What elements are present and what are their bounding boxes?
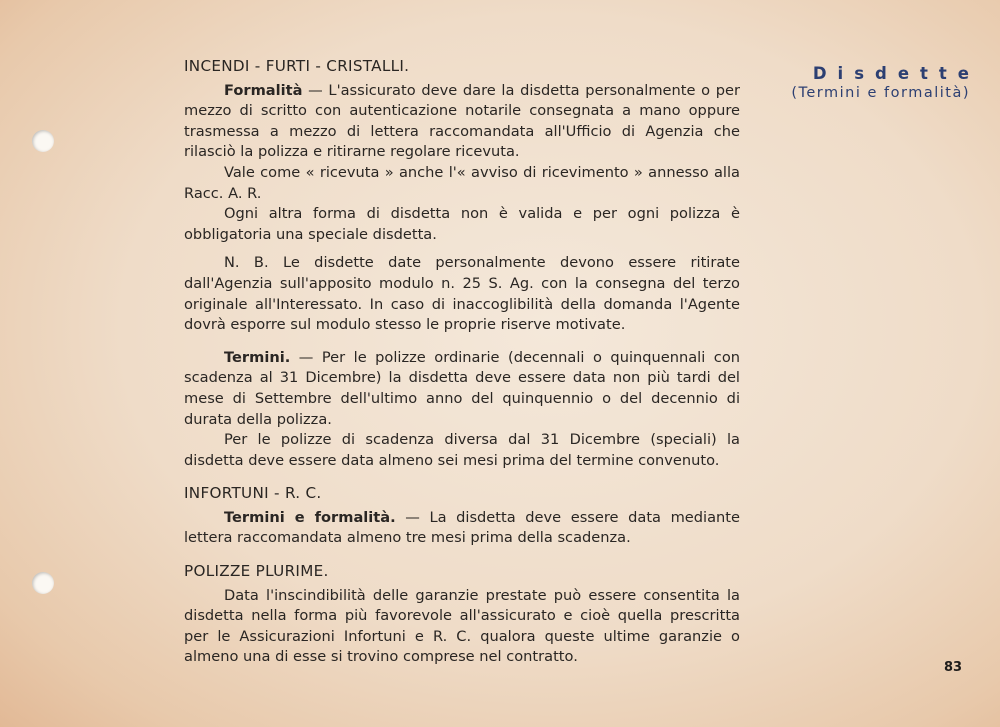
section-heading-polizze: POLIZZE PLURIME.: [184, 562, 329, 581]
paragraph-altra-forma: Ogni altra forma di disdetta non è valida e per ogni polizza è obbligatoria una speciale disdetta.: [184, 205, 740, 243]
section-heading-infortuni: INFORTUNI - R. C.: [184, 484, 322, 503]
term-formalita: Formalità: [224, 81, 303, 99]
margin-note-title: Disdette: [812, 64, 980, 83]
binder-hole-bottom: [32, 572, 54, 594]
paragraph-nb: N. B. Le disdette date personalmente devono essere ritirate dall'Agenzia sull'apposito modulo n. 25 S. Ag. con la consegna del terzo originale all'Interessato. In caso di inaccoglibilità della domanda l'Agente dovrà esporre sul modulo stesso le proprie riserve motivate.: [184, 254, 740, 334]
term-termini: Termini.: [224, 348, 291, 366]
margin-note: [760, 64, 980, 101]
infortuni-text: — La disdetta deve essere data mediante lettera raccomandata almeno tre mesi prima della scadenza.: [184, 508, 740, 547]
formalita-text: — L'assicurato deve dare la disdetta personalmente o per mezzo di scritto con autenticazione notarile consegnata a mano oppure trasmessa a mezzo di lettera raccomandata all'Ufficio di Agenzia che rilasciò la polizza e ritirarne regolare ricevuta.: [184, 81, 740, 161]
paragraph-termini: [184, 348, 740, 430]
paragraph-speciali: Per le polizze di scadenza diversa dal 31 Dicembre (speciali) la disdetta deve essere data almeno sei mesi prima del termine convenuto.: [184, 431, 740, 469]
page-body: [184, 56, 740, 668]
paragraph-formalita: [184, 81, 740, 163]
margin-note-subtitle: (Termini e formalità): [791, 85, 970, 101]
paragraph-infortuni: [184, 508, 740, 549]
binder-hole-top: [32, 130, 54, 152]
paragraph-ricevuta: Vale come « ricevuta » anche l'« avviso di ricevimento » annesso alla Racc. A. R.: [184, 163, 740, 202]
section-heading-incendi: INCENDI - FURTI - CRISTALLI.: [184, 57, 410, 75]
page-number: 83: [944, 660, 963, 675]
termini-text: — Per le polizze ordinarie (decennali o quinquennali con scadenza al 31 Dicembre) la disdetta deve essere data non più tardi del mese di Settembre dell'ultimo anno del quinquennio o del decennio di durata della polizza.: [184, 348, 740, 428]
paragraph-polizze: Data l'inscindibilità delle garanzie prestate può essere consentita la disdetta nella forma più favorevole all'assicurato e cioè quella prescritta per le Assicurazioni Infortuni e R. C. qualora queste ultime garanzie o almeno una di esse si trovino comprese nel contratto.: [184, 586, 740, 666]
term-termini-formalita: Termini e formalità.: [224, 508, 396, 526]
